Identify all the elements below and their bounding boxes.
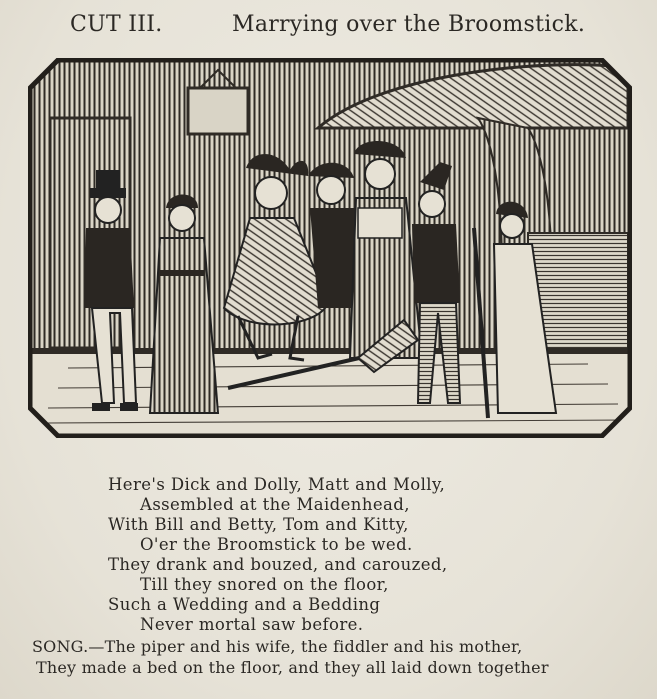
cut-title: Marrying over the Broomstick. <box>232 12 586 37</box>
song-line-2: They made a bed on the floor, and they all laid down together <box>36 658 549 677</box>
verse-line: Here's Dick and Dolly, Matt and Molly, <box>108 475 446 494</box>
verse-line: Assembled at the Maidenhead, <box>140 495 410 514</box>
verse-line: Such a Wedding and a Bedding <box>108 595 381 614</box>
page-header <box>70 12 630 46</box>
verse-line: Till they snored on the floor, <box>140 575 389 594</box>
woodcut-illustration <box>28 58 632 438</box>
song-line-1 <box>32 636 522 657</box>
verse-line: They drank and bouzed, and carouzed, <box>108 555 448 574</box>
verse-line: O'er the Broomstick to be wed. <box>140 535 413 554</box>
woodcut-wedding-scene-icon <box>28 58 632 438</box>
verse-line: Never mortal saw before. <box>140 615 364 634</box>
song-label: SONG. <box>32 637 89 656</box>
verse-line: With Bill and Betty, Tom and Kitty, <box>108 515 409 534</box>
cut-label: CUT III. <box>70 12 163 37</box>
song-line-1-text: —The piper and his wife, the fiddler and his mother, <box>88 637 523 656</box>
